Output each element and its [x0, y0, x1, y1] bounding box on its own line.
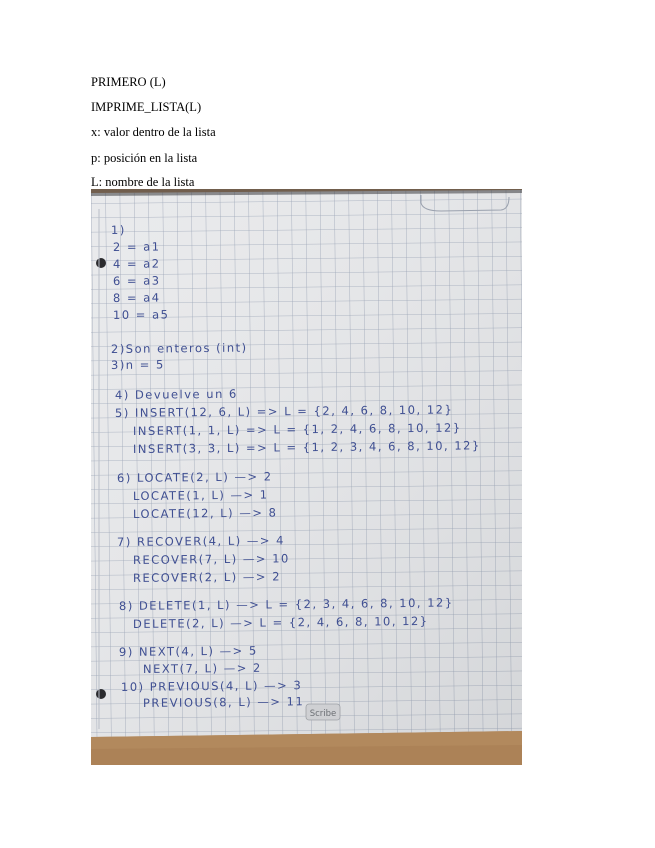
handwritten-line: 5) INSERT(12, 6, L) => L = {2, 4, 6, 8, 10, 12} — [114, 402, 454, 420]
handwritten-line: INSERT(3, 3, L) => L = {1, 2, 3, 4, 6, 8, 10, 12} — [132, 438, 481, 456]
handwritten-line: 10 = a5 — [112, 307, 170, 322]
header-line-primero: PRIMERO (L) — [91, 75, 166, 89]
header-line-p-definition: p: posición en la lista — [91, 151, 198, 165]
header-line-x-definition: x: valor dentro de la lista — [91, 125, 216, 139]
handwritten-line: LOCATE(1, L) —> 1 — [132, 487, 269, 503]
header-line-l-definition: L: nombre de la lista — [91, 175, 195, 189]
handwritten-line: 2 = a1 — [112, 239, 161, 254]
handwritten-line: LOCATE(12, L) —> 8 — [132, 505, 278, 521]
handwritten-line: 1) — [110, 222, 126, 237]
handwritten-line: RECOVER(7, L) —> 10 — [132, 551, 290, 567]
notebook-page-icon — [91, 189, 522, 765]
handwritten-line: 6 = a3 — [112, 273, 161, 288]
handwritten-line: 6) LOCATE(2, L) —> 2 — [116, 469, 273, 485]
handwritten-line: 8 = a4 — [112, 290, 161, 305]
handwritten-line: 2)Son enteros (int) — [110, 340, 248, 356]
handwritten-line: DELETE(2, L) —> L = {2, 4, 6, 8, 10, 12} — [132, 613, 429, 631]
handwritten-line: RECOVER(2, L) —> 2 — [132, 569, 282, 585]
handwritten-line: 3)n = 5 — [110, 357, 165, 372]
handwritten-line: NEXT(7, L) —> 2 — [142, 660, 262, 676]
header-line-imprime-lista: IMPRIME_LISTA(L) — [91, 100, 202, 114]
handwritten-line: 9) NEXT(4, L) —> 5 — [118, 643, 258, 659]
handwritten-line: 7) RECOVER(4, L) —> 4 — [116, 533, 286, 549]
handwritten-line: 4) Devuelve un 6 — [114, 386, 238, 402]
handwritten-line: PREVIOUS(8, L) —> 11 — [142, 694, 305, 710]
scribe-watermark: Scribe — [309, 709, 337, 719]
handwritten-line: 8) DELETE(1, L) —> L = {2, 3, 4, 6, 8, 10, 12} — [118, 595, 454, 613]
handwritten-line: INSERT(1, 1, L) => L = {1, 2, 4, 6, 8, 10, 12} — [132, 420, 462, 438]
handwritten-line: 10) PREVIOUS(4, L) —> 3 — [120, 678, 303, 694]
notebook-photo — [91, 189, 522, 765]
handwritten-line: 4 = a2 — [112, 256, 161, 271]
